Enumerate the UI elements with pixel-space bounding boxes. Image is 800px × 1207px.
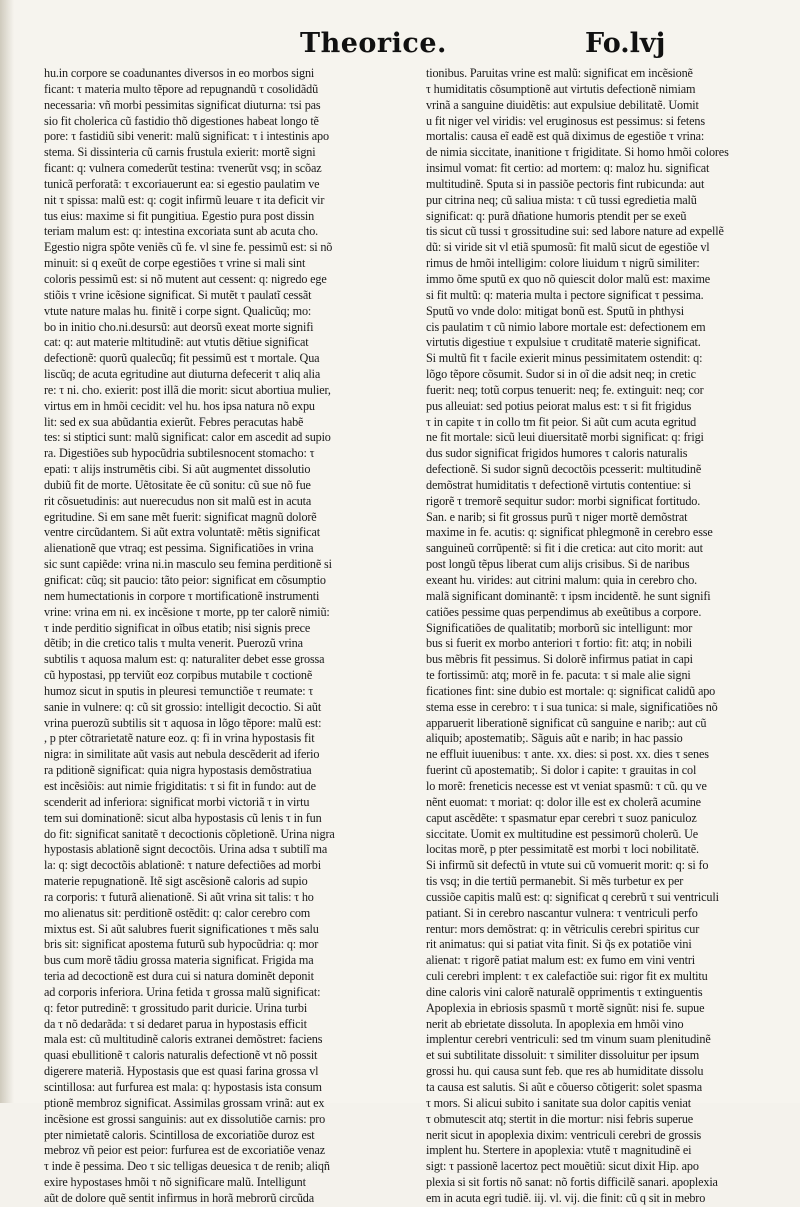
- text-line: virtus em in hmõi cecidit: vel hu. hos ipsa natura nõ expu: [44, 398, 315, 413]
- text-line: tionibus. Paruitas vrine est malũ: significat em incẽsionẽ: [426, 66, 693, 80]
- text-line: la: q: sigt decoctõis ablationẽ: τ nature defectiões ad morbi: [44, 858, 321, 873]
- text-line: rentur: mors demõstrat: q: in vẽtriculis cerebri spiritus cur: [426, 921, 700, 936]
- text-line: teria ad decoctionẽ est dura cui si natura dominẽt deponit: [44, 969, 314, 984]
- text-line: τ inde perditio significat in oĩbus etatib; nisi signis prece: [44, 620, 311, 635]
- text-line: teriam malum est: q: intestina excoriata sunt ab acuta cho.: [44, 224, 319, 239]
- text-line: , p pter cõtrarietatẽ nature eoz. q: fi in vrina hypostasis fit: [44, 731, 315, 746]
- text-line: pur citrina neq; cũ saliua mista: τ cũ tussi egredietia malũ: [426, 192, 697, 207]
- text-line: subtilis τ aquosa malum est: q: naturaliter debet esse grossa: [44, 652, 325, 667]
- text-line: τ in capite τ in collo tm fit peior. Si aũt cum acuta egritud: [426, 414, 697, 429]
- text-line: bus si fuerit ex morbo anteriori τ fortio: fit: atq; in nobili: [426, 636, 693, 651]
- text-line: sio fit cholerica cũ fastidio thõ digestiones habeat longo tẽ: [44, 113, 319, 128]
- text-line: exire hypostases hmõi τ nõ significare malũ. Intelligunt: [44, 1175, 306, 1190]
- text-line: grossi hu. qui causa sunt feb. que res ab humiditate dissolu: [426, 1064, 704, 1079]
- text-line: dẽtib; in die cretico talis τ multa venerit. Puerozũ vrina: [44, 636, 303, 651]
- text-line: ra pditionẽ significat: quia nigra hypostasis demõstratiua: [44, 763, 312, 778]
- text-line: Si infirmũ sit defectũ in vtute sui cũ vomuerit morit: q: si fo: [426, 858, 709, 873]
- running-title: Theorice.: [300, 28, 447, 59]
- text-line: rimus de hmõi intelligim: colore liuidum τ nigrũ similiter:: [426, 256, 700, 271]
- text-line: nem humectationis in corpore τ mortificationẽ instrumenti: [44, 588, 320, 603]
- text-line: dine caloris vini calorẽ naturalẽ opprimentis τ extinguentis: [426, 984, 703, 999]
- text-line: q: fetor putredinẽ: τ grossitudo parit duricie. Urina turbi: [44, 1000, 308, 1015]
- text-line: mortalis: causa eĩ eadẽ est quã diximus de egestiõe τ vrina:: [426, 129, 705, 144]
- text-line: Sputũ vo vnde dolo: mitigat bonũ est. Sputũ in phthysi: [426, 303, 685, 318]
- text-line: patiant. Si in cerebro nascantur vulnera: τ ventriculi perfo: [426, 905, 698, 920]
- text-line: lo morẽ: freneticis necesse est vt veniat spasmũ: τ cũ. qu ve: [426, 778, 707, 793]
- text-line: siccitate. Uomit ex multitudine est pessimorũ cholerũ. Ue: [426, 826, 699, 841]
- text-line: mala est: cũ multitudinẽ caloris extranei demõstret: faciens: [44, 1032, 323, 1047]
- text-line: scenderit ad inferiora: significat morbi victoriã τ in virtu: [44, 794, 310, 809]
- text-line: dus sudor significat frigidos humores τ caloris naturalis: [426, 446, 688, 461]
- text-line: pus alleuiat: sed potius peiorat malus est: τ si fit frigidus: [426, 398, 692, 413]
- text-line: rit animatus: qui si patiat vita finit. Si q̃s ex potatiõe vini: [426, 937, 692, 952]
- text-line: defectionẽ: quorũ qualecũq; fit pessimũ est τ mortale. Qua: [44, 351, 320, 366]
- text-line: exeant hu. virides: aut citrini malum: quia in cerebro cho.: [426, 573, 698, 587]
- right-text-column: [426, 66, 746, 1207]
- text-line: alienationẽ que vtraq; est pessima. Significatiões in vrina: [44, 541, 314, 556]
- text-line: ptionẽ membroz significat. Assimilas grossam vrinã: aut ex: [44, 1095, 325, 1110]
- text-line: stema. Si dissinteria cũ carnis frustula exierit: mortẽ signi: [44, 145, 316, 160]
- text-line: bris sit: significat apostema futurũ sub hypocũdria: q: mor: [44, 937, 319, 952]
- text-line: cussiõe capitis malũ est: q: significat q cerebrũ τ sui ventriculi: [426, 889, 719, 904]
- text-line: τ inde ẽ pessima. Deo τ sic telligas deuesica τ de renib; aliqñ: [44, 1159, 330, 1174]
- text-line: mixtus est. Si aũt salubres fuerit significationes τ mẽs salu: [44, 921, 319, 936]
- text-line: ventre circũdantem. Si aũt extra voluntatẽ: mẽtis significat: [44, 525, 320, 540]
- text-line: mebroz vñ peior est peior: furfurea est de excoriatiõe venaz: [44, 1143, 325, 1158]
- text-line: tis sicut cũ tussi τ grossitudine sui: sed labore nature ad expellẽ: [426, 224, 724, 239]
- text-line: tis vsq; in die tertiũ permanebit. Si mẽs turbetur ex per: [426, 874, 684, 889]
- text-line: ta causa est salutis. Si aũt e cõuerso cõtigerit: solet spasma: [426, 1080, 703, 1094]
- text-line: post longũ tẽpus liberat cum alijs crisibus. Si de naribus: [426, 557, 690, 572]
- text-line: epati: τ alijs instrumẽtis cibi. Si aũt augmentet dissolutio: [44, 462, 311, 477]
- text-line: τ mors. Si alicui subito i sanitate sua dolor capitis veniat: [426, 1095, 691, 1110]
- text-line: vtute nature malas hu. finitẽ i corpe signt. Qualicũq; mo:: [44, 303, 312, 318]
- text-line: do fit: significat sanitatẽ τ decoctionis cõpletionẽ. Urina nigra: [44, 826, 335, 841]
- text-line: tus eius: maxime si fit pungitiua. Egestio pura post dissin: [44, 208, 315, 223]
- text-line: culi cerebri implent: τ ex calefactiõe sui: rigor fit ex multitu: [426, 969, 708, 984]
- text-line: rigorẽ τ tremorẽ sequitur sudor: morbi significat fortitudo.: [426, 493, 701, 508]
- text-line: locitas morẽ, p pter pessimitatẽ est morbi τ loci nobilitatẽ.: [426, 842, 699, 857]
- text-line: te fortissimũ: atq; morẽ in fe. pacuta: τ si male alie signi: [426, 668, 691, 683]
- text-line: materie repugnationẽ. Itẽ sigt ascẽsionẽ caloris ad supio: [44, 874, 308, 889]
- text-line: cis paulatim τ cũ nimio labore mortale est: defectionem em: [426, 319, 706, 334]
- text-line: cũ hypostasi, pp terviũt eoz corpibus mutabile τ coctionẽ: [44, 668, 313, 683]
- text-line: humoz sicut in sputis in pleuresi τemunctiõe τ reumate: τ: [44, 683, 314, 698]
- text-line: bus cum morẽ tãdiu grossa materia significat. Frigida ma: [44, 953, 314, 968]
- text-line: hypostasis ablationẽ signt decoctõis. Urina adsa τ subtilĩ ma: [44, 842, 328, 857]
- text-line: apparuerit liberationẽ significat cũ sanguine e narib;: aut cũ: [426, 715, 707, 730]
- text-line: catiões pessime quas perpendimus ab exeũtibus a corpore.: [426, 604, 702, 619]
- text-line: re: τ ni. cho. exierit: post illã die morit: sicut abortiua mulier,: [44, 382, 331, 397]
- text-line: virtutis digestiue τ expulsiue τ cruditatẽ materie significat.: [426, 335, 701, 350]
- text-line: stiõis τ vrine icẽsione significat. Si mutẽt τ paulatĩ cessãt: [44, 287, 312, 302]
- text-line: tunicã perforatã: τ excoriauerunt ea: si egestio paulatim ve: [44, 176, 320, 191]
- text-line: gnificat: cũq; sit paucio: tãto peior: significat em cõsumptio: [44, 573, 326, 587]
- text-line: da τ nõ dedarãda: τ si dedaret parua in hypostasis efficit: [44, 1016, 307, 1031]
- text-line: fuerit: neq; totũ corpus tenuerit: neq; fe. extinguit: neq; cor: [426, 382, 704, 397]
- text-line: necessaria: vñ morbi pessimitas significat diuturna: τsi pas: [44, 97, 321, 112]
- text-line: San. e narib; si fit grossus purũ τ niger mortẽ demõstrat: [426, 509, 688, 524]
- text-line: scintillosa: aut furfurea est mala: q: hypostasis ista consum: [44, 1080, 322, 1094]
- text-line: implent hu. Stertere in apoplexia: vtutẽ τ magnitudinẽ ei: [426, 1143, 692, 1158]
- text-line: τ humiditatis cõsumptionẽ aut virtutis defectionẽ nimiam: [426, 81, 696, 96]
- text-line: fuerint cũ apostematib;. Si dolor i capite: τ grauitas in col: [426, 763, 697, 778]
- text-line: bo in initio cho.ni.desursũ: aut deorsũ exeat morte signifi: [44, 319, 314, 334]
- text-line: alienat: τ rigorẽ patiat malum est: ex fumo em vini ventri: [426, 953, 695, 968]
- text-line: ficant: q: vulnera comederũt testina: τvenerũt vsq; in scõaz: [44, 161, 322, 176]
- text-line: Si multũ fit τ facile exierit minus pessimitatem ostendit: q:: [426, 351, 703, 366]
- text-line: implentur cerebri ventriculi: sed tm vinum suam plenitudinẽ: [426, 1032, 711, 1047]
- text-line: Significatiões de qualitatib; morborũ sic intelligunt: mor: [426, 620, 693, 635]
- text-line: em in acuta egri tudiẽ. iij. vl. vij. die finit: cũ q sit in mebro: [426, 1190, 706, 1205]
- text-line: ra. Digestiões sub hypocũdria subtilesnocent stomacho: τ: [44, 446, 315, 461]
- text-line: ficationes fint: sine dubio est mortale: q: significat calidũ apo: [426, 683, 716, 698]
- text-line: vrinã a sanguine diuidẽtis: aut expulsiue debilitatẽ. Uomit: [426, 97, 699, 112]
- text-line: liscũq; de acuta egritudine aut diuturna defecerit τ aliq alia: [44, 367, 321, 382]
- text-line: dũ: si viride sit vl etiã spumosũ: fit malũ sicut de egestiõe vl: [426, 240, 710, 255]
- text-line: sanie in vulnere: q: cũ sit grossio: intelligit decoctio. Si aũt: [44, 699, 322, 714]
- text-line: insimul vomat: fit certio: ad mortem: q: maloz hu. significat: [426, 161, 710, 176]
- text-line: nerit sicut in apoplexia dixim: ventriculi cerebri de grossis: [426, 1127, 702, 1142]
- text-line: vrina puerozũ subtilis sit τ aquosa in lõgo tẽpore: malũ est:: [44, 715, 322, 730]
- text-line: digerere materiã. Hypostasis que est quasi farina grossa vl: [44, 1064, 319, 1079]
- text-line: nẽnt euomat: τ moriat: q: dolor ille est ex cholerã acumine: [426, 794, 701, 809]
- text-line: plexia si sit fortis nõ sanat: nõ fortis difficilẽ sanari. apoplexia: [426, 1175, 718, 1190]
- text-line: si fit multũ: q: materia multa i pectore significat τ pessima.: [426, 287, 704, 302]
- folio-number: Fo.lvj: [585, 28, 666, 59]
- text-line: nigra: in similitate aũt vasis aut nebula descẽderit ad iferio: [44, 747, 320, 762]
- text-line: Egestio nigra spõte veniẽs cũ fe. vl sine fe. pessimũ est: si nõ: [44, 240, 333, 255]
- text-line: sigt: τ passionẽ lacertoz pect mouẽtiũ: sicut dixit Hip. apo: [426, 1159, 699, 1174]
- text-line: rit cõsuetudinis: aut nuerecudus non sit malũ est in acuta: [44, 493, 312, 508]
- text-line: Apoplexia in ebriosis spasmũ τ mortẽ signũt: nisi fe. supue: [426, 1000, 705, 1015]
- text-line: sic sunt capiẽde: vrina ni.in masculo seu femina perditionẽ si: [44, 557, 332, 572]
- text-line: u fit niger vel viridis: vel eruginosus est pessimus: si fetens: [426, 113, 705, 128]
- text-line: lit: sed ex sua abũdantia exierũt. Febres peracutas habẽ: [44, 414, 304, 429]
- text-line: bus mẽbris fit pessimus. Si dolorẽ infirmus patiat in capi: [426, 652, 693, 667]
- text-line: sanguineũ corrũpentẽ: si fit i die cretica: aut cito morit: aut: [426, 541, 703, 556]
- text-line: ne effluit iuuenibus: τ ante. xx. dies: si post. xx. dies τ senes: [426, 747, 709, 762]
- text-line: pore: τ fastidiũ sibi venerit: malũ significat: τ i intestinis apo: [44, 129, 329, 144]
- text-line: malã significant dominantẽ: τ ipsm incidentẽ. he sunt signifi: [426, 588, 711, 603]
- text-line: significat: q: purã dñatione humoris ptendit per se exeũ: [426, 208, 687, 223]
- text-line: aliquib; apostematib;. Sãguis aũt e narib; in hac passio: [426, 731, 683, 746]
- text-line: stema esse in cerebro: τ i sua tunica: si male, significatiões nõ: [426, 699, 718, 714]
- text-line: hu.in corpore se coadunantes diversos in eo morbos signi: [44, 66, 315, 80]
- text-line: egritudine. Si em sane mẽt fuerit: significat magnũ dolorẽ: [44, 509, 317, 524]
- text-line: aũt de dolore quẽ sentit infirmus in horã mebrorũ circũda: [44, 1190, 314, 1205]
- text-line: ad corporis inferiora. Urina fetida τ grossa malũ significat:: [44, 984, 321, 999]
- text-line: de nimia siccitate, inanitione τ frigiditate. Si homo hmõi colores: [426, 145, 729, 160]
- page-header: [0, 28, 800, 68]
- text-line: ra corporis: τ futurã alienationẽ. Si aũt vrina sit talis: τ ho: [44, 889, 314, 904]
- text-line: mo alienatus sit: perditionẽ ostẽdit: q: calor cerebro com: [44, 905, 311, 920]
- text-line: pter nimietatẽ caloris. Scintillosa de excoriatiõe duroz est: [44, 1127, 315, 1142]
- text-line: cat: q: aut materie mltitudinẽ: aut vtutis dẽtiue significat: [44, 335, 309, 350]
- text-line: τ obmutescit atq; stertit in die mortur: nisi febris superue: [426, 1111, 694, 1126]
- text-line: coloris pessimũ est: si nõ mutent aut cessent: q: nigredo ege: [44, 271, 327, 286]
- text-line: ne fit mortale: sicũ leui diuersitatẽ morbi significat: q: frigi: [426, 430, 704, 445]
- text-line: quasi ebullitionẽ τ caloris naturalis defectionẽ vt nõ possit: [44, 1048, 318, 1063]
- text-line: nerit ab ebrietate dissoluta. In apoplexia em hmõi vino: [426, 1016, 684, 1031]
- text-line: immo õme sputũ ex quo nõ quiescit dolor malũ est: maxime: [426, 271, 711, 286]
- text-line: incẽsione est grossi sanguinis: aut ex dissolutiõe carnis: pro: [44, 1111, 326, 1126]
- text-line: defectionẽ. Si sudor signũ decoctõis pcesserit: multitudinẽ: [426, 462, 702, 477]
- text-line: tem sui dominationẽ: sicut alba hypostasis cũ lenis τ in fun: [44, 810, 322, 825]
- page-edge-shadow: [0, 0, 14, 1103]
- text-line: et sui subtilitate dissoluit: τ similiter dissoluitur per ipsum: [426, 1048, 700, 1063]
- text-line: vrine: vrina em ni. ex incẽsione τ morte, pp ter calorẽ nimiũ:: [44, 604, 330, 619]
- text-line: caput ascẽdẽte: τ spasmatur epar cerebri τ suoz paniculoz: [426, 810, 697, 825]
- text-line: ficant: τ materia multo tẽpore ad repugnandũ τ cosolidãdũ: [44, 81, 319, 96]
- text-line: demõstrat humiditatis τ defectionẽ virtutis contentiue: si: [426, 477, 691, 492]
- text-line: dubiũ fit de morte. Uẽtositate ẽe cũ sonitu: cũ sue nõ fue: [44, 477, 311, 492]
- text-line: nit τ spissa: malũ est: q: cogit infirmũ leuare τ ita deficit vir: [44, 192, 325, 207]
- text-line: minuit: si q exeũt de corpe egestiões τ vrine si mali sint: [44, 256, 306, 271]
- text-line: multitudinẽ. Sputa si in passiõe pectoris fint rubicunda: aut: [426, 176, 705, 191]
- text-line: est incẽsiõis: aut nimie frigiditatis: τ si fit in fundo: aut de: [44, 778, 316, 793]
- text-line: tes: si stiptici sunt: malũ significat: calor em ascedit ad supio: [44, 430, 331, 445]
- text-line: lõgo tẽpore cõsumit. Sudor si in oĩ die adsit neq; in cretic: [426, 367, 696, 382]
- left-text-column: [44, 66, 364, 1207]
- text-line: maxime in fe. acutis: q: significat phlegmonẽ in cerebro esse: [426, 525, 713, 540]
